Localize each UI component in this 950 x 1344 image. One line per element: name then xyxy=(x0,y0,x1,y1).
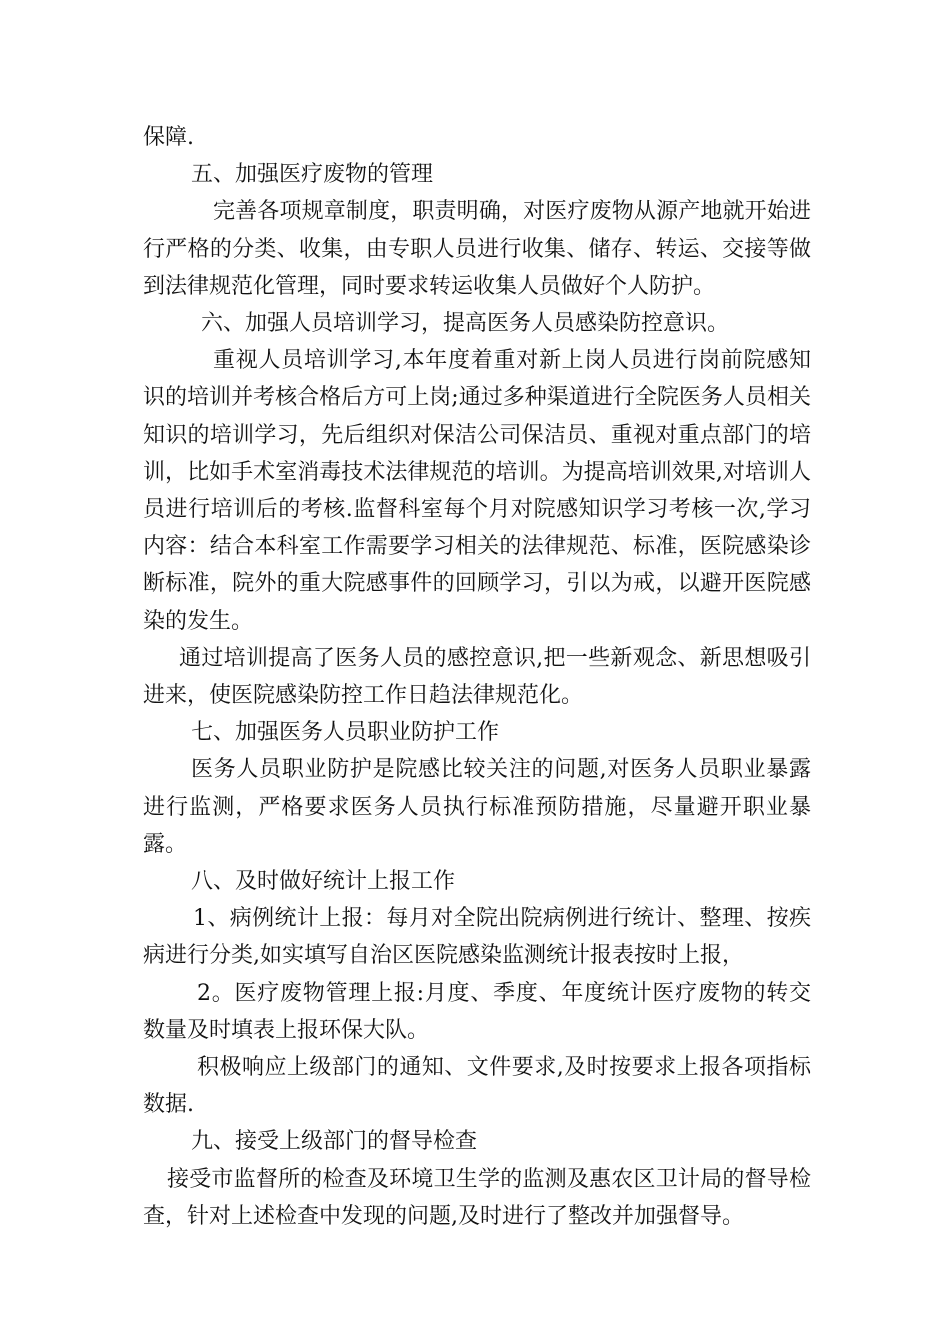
heading-section-8: 八、及时做好统计上报工作 xyxy=(191,869,456,895)
heading-section-5: 五、加强医疗废物的管理 xyxy=(191,162,434,188)
heading-section-6: 六、加强人员培训学习，提高医务人员感染防控意识。 xyxy=(201,311,730,337)
paragraph-respond-superiors: 积极响应上级部门的通知、文件要求,及时按要求上报各项指标数据. xyxy=(143,1055,811,1118)
heading-section-7: 七、加强医务人员职业防护工作 xyxy=(191,720,500,746)
heading-section-9: 九、接受上级部门的督导检查 xyxy=(191,1129,478,1155)
paragraph-inspection: 接受市监督所的检查及环境卫生学的监测及惠农区卫计局的督导检查，针对上述检查中发现的问题,及时进行了整改并加强督导。 xyxy=(143,1166,811,1229)
document-body xyxy=(143,119,811,1235)
paragraph-waste-reporting: 2。医疗废物管理上报:月度、季度、年度统计医疗废物的转交数量及时填表上报环保大队。 xyxy=(143,980,811,1043)
paragraph-continuation: 保障. xyxy=(143,125,194,150)
paragraph-medical-waste: 完善各项规章制度，职责明确，对医疗废物从源产地就开始进行严格的分类、收集，由专职人员进行收集、储存、转运、交接等做到法律规范化管理，同时要求转运收集人员做好个人防护。 xyxy=(143,199,811,299)
paragraph-training: 重视人员培训学习,本年度着重对新上岗人员进行岗前院感知识的培训并考核合格后方可上岗;通过多种渠道进行全院医务人员相关知识的培训学习，先后组织对保洁公司保洁员、重视对重点部门的培训，比如手术室消毒技术法律规范的培训。为提高培训效果,对培训人员进行培训后的考核.监督科室每个月对院感知识学习考核一次,学习内容：结合本科室工作需要学习相关的法律规范、标准，医院感染诊断标准，院外的重大院感事件的回顾学习，引以为戒，以避开医院感染的发生。 xyxy=(143,348,811,634)
paragraph-case-statistics: 1、病例统计上报：每月对全院出院病例进行统计、整理、按疾病进行分类,如实填写自治区医院感染监测统计报表按时上报， xyxy=(143,906,811,969)
paragraph-training-result: 通过培训提高了医务人员的感控意识,把一些新观念、新思想吸引进来，使医院感染防控工作日趋法律规范化。 xyxy=(143,645,811,709)
paragraph-occupational-protection: 医务人员职业防护是院感比较关注的问题,对医务人员职业暴露进行监测，严格要求医务人员执行标准预防措施，尽量避开职业暴露。 xyxy=(143,757,811,857)
